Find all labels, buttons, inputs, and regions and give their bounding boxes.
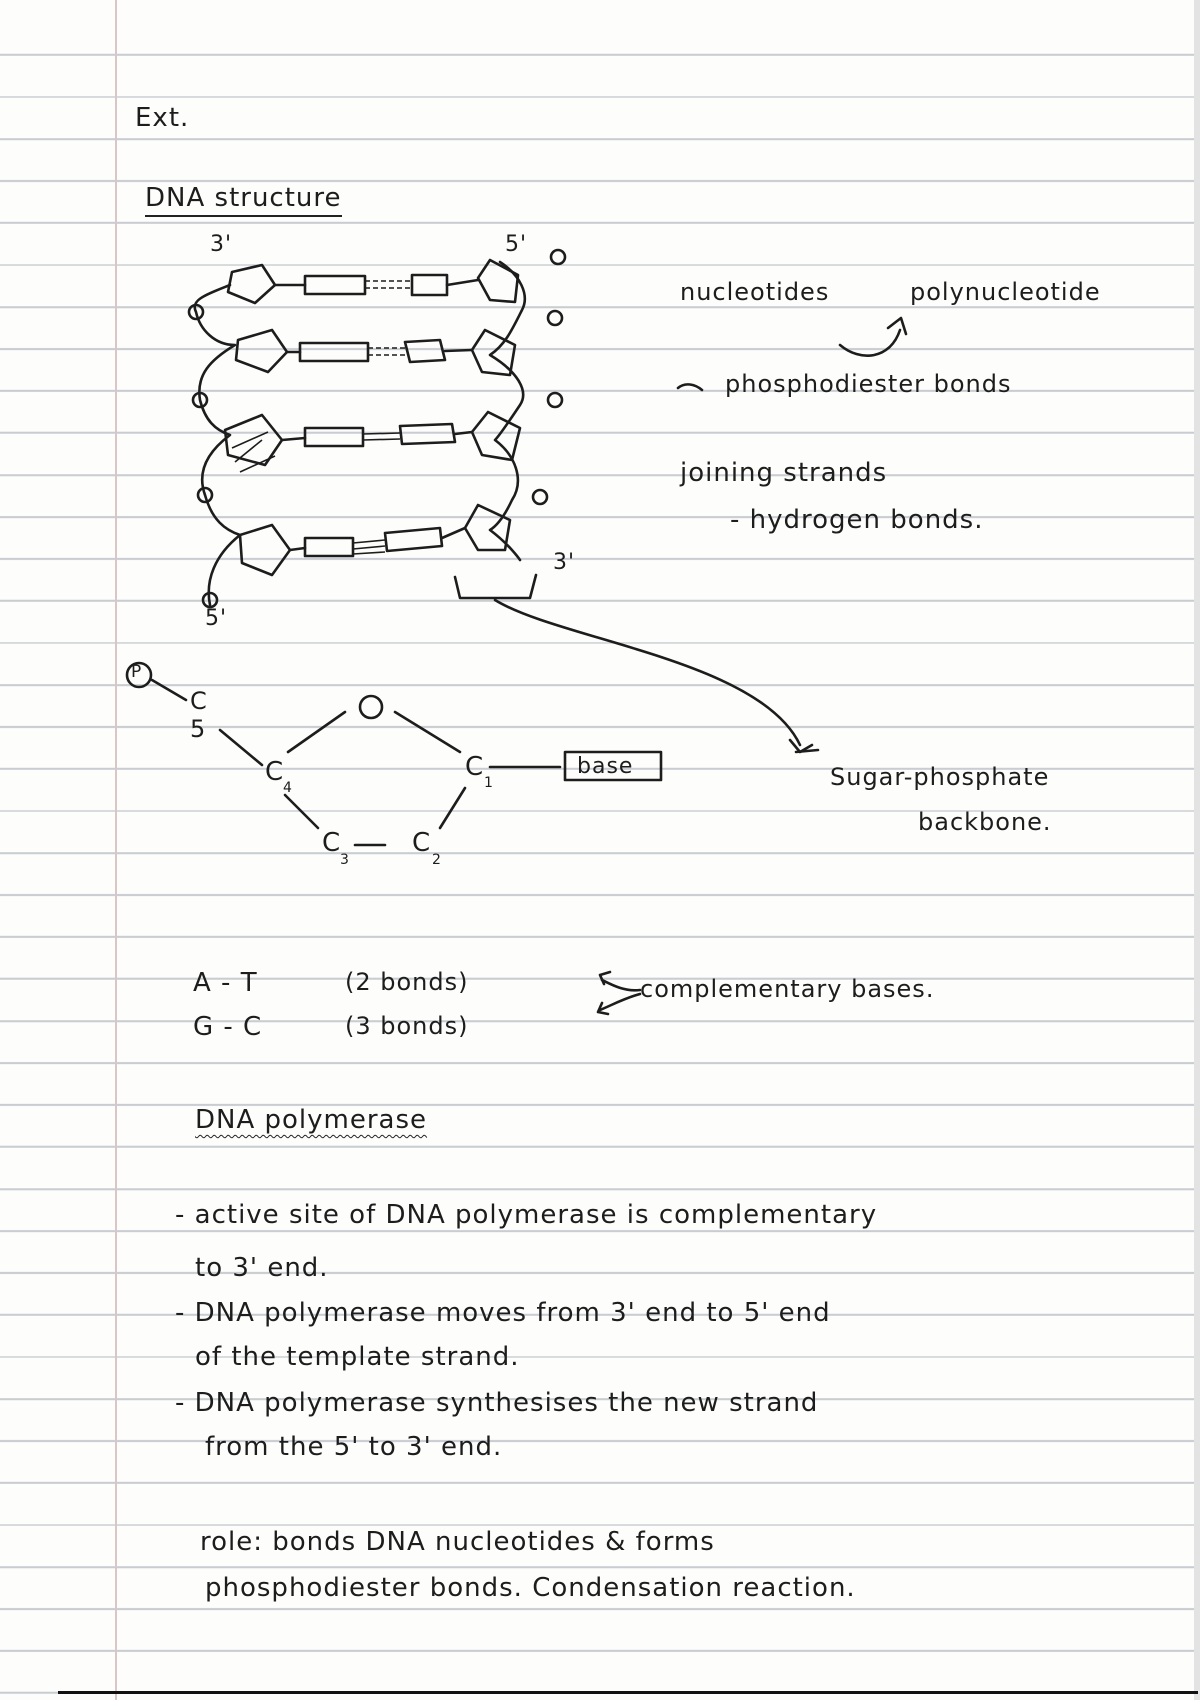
helix-label-5prime-bottom: 5': [205, 606, 228, 631]
helix-label-5prime-top: 5': [505, 232, 528, 257]
carbon-1-number: 1: [484, 775, 494, 791]
note-hydrogen: - hydrogen bonds.: [730, 505, 984, 535]
left-backbone: [195, 285, 240, 605]
role-line-2: phosphodiester bonds. Condensation reaction.: [205, 1573, 856, 1603]
pair-g-c-bonds: (3 bonds): [345, 1012, 469, 1040]
sugar-pentagon: [465, 505, 510, 550]
carbon-1: C: [465, 752, 485, 782]
sugar-pentagon: [236, 330, 287, 372]
note-phosphodiester: phosphodiester bonds: [725, 370, 1012, 398]
carbon-3: C: [322, 828, 342, 858]
note-complementary: complementary bases.: [640, 975, 935, 1003]
bullet-3-line-1: - DNA polymerase synthesises the new strand: [175, 1388, 819, 1418]
bullet-1-line-1: - active site of DNA polymerase is complementary: [175, 1200, 878, 1230]
curved-arrow: [840, 330, 900, 356]
base-block: [305, 428, 363, 446]
pair-a-t-bonds: (2 bonds): [345, 968, 469, 996]
carbon-3-number: 3: [340, 852, 350, 868]
carbon-4-number: 4: [283, 780, 293, 796]
base-block: [385, 528, 442, 551]
backbone-bracket: [455, 575, 536, 598]
helix-label-3prime-top: 3': [210, 232, 233, 257]
bullet-2-line-1: - DNA polymerase moves from 3' end to 5' end: [175, 1298, 831, 1328]
backbone-arrow: [495, 600, 800, 745]
bullet-1-line-2: to 3' end.: [195, 1253, 329, 1283]
base-block: [405, 340, 445, 362]
hatching: [232, 432, 275, 472]
phosphate-label: P: [131, 662, 142, 682]
right-backbone: [490, 262, 525, 560]
arrow-line: [600, 994, 640, 1010]
phosphate-circle: [548, 311, 562, 325]
oxygen-label: [364, 692, 366, 693]
phosphate-circle: [551, 250, 565, 264]
base-block: [305, 538, 353, 556]
bullet-2-line-2: of the template strand.: [195, 1342, 520, 1372]
note-backbone-1: Sugar-phosphate: [830, 763, 1050, 791]
sugar-pentagon: [472, 412, 520, 460]
sugar-pentagon: [240, 525, 290, 575]
note-nucleotides: nucleotides: [680, 278, 830, 306]
base-block: [305, 276, 365, 294]
role-line-1: role: bonds DNA nucleotides & forms: [200, 1527, 715, 1557]
heading-ext: Ext.: [135, 103, 190, 133]
bullet-3-line-2: from the 5' to 3' end.: [205, 1432, 503, 1462]
base-block: [412, 275, 447, 295]
base-label: base: [577, 754, 634, 779]
phosphate-circle: [548, 393, 562, 407]
note-backbone-2: backbone.: [918, 808, 1052, 836]
note-joining: joining strands: [680, 458, 888, 488]
sugar-pentagon: [478, 260, 518, 302]
carbon-5-c: C: [190, 687, 208, 715]
carbon-2-number: 2: [432, 852, 442, 868]
page-title: DNA structure: [145, 183, 342, 217]
oxygen-atom: [360, 696, 382, 718]
helix-label-3prime-bottom: 3': [553, 550, 576, 575]
pair-a-t: A - T: [193, 968, 258, 998]
carbon-4: C: [265, 757, 285, 787]
carbon-2: C: [412, 828, 432, 858]
carbon-5-number: 5: [190, 715, 207, 743]
scribble: [678, 384, 702, 390]
arrowhead: [888, 318, 906, 334]
base-block: [400, 424, 455, 444]
phosphate-circle: [533, 490, 547, 504]
base-block: [300, 343, 368, 361]
sugar-pentagon: [228, 265, 275, 303]
note-polynucleotide: polynucleotide: [910, 278, 1101, 306]
polymerase-title: DNA polymerase: [195, 1105, 428, 1135]
arrow-line: [602, 980, 640, 990]
pair-g-c: G - C: [193, 1012, 263, 1042]
